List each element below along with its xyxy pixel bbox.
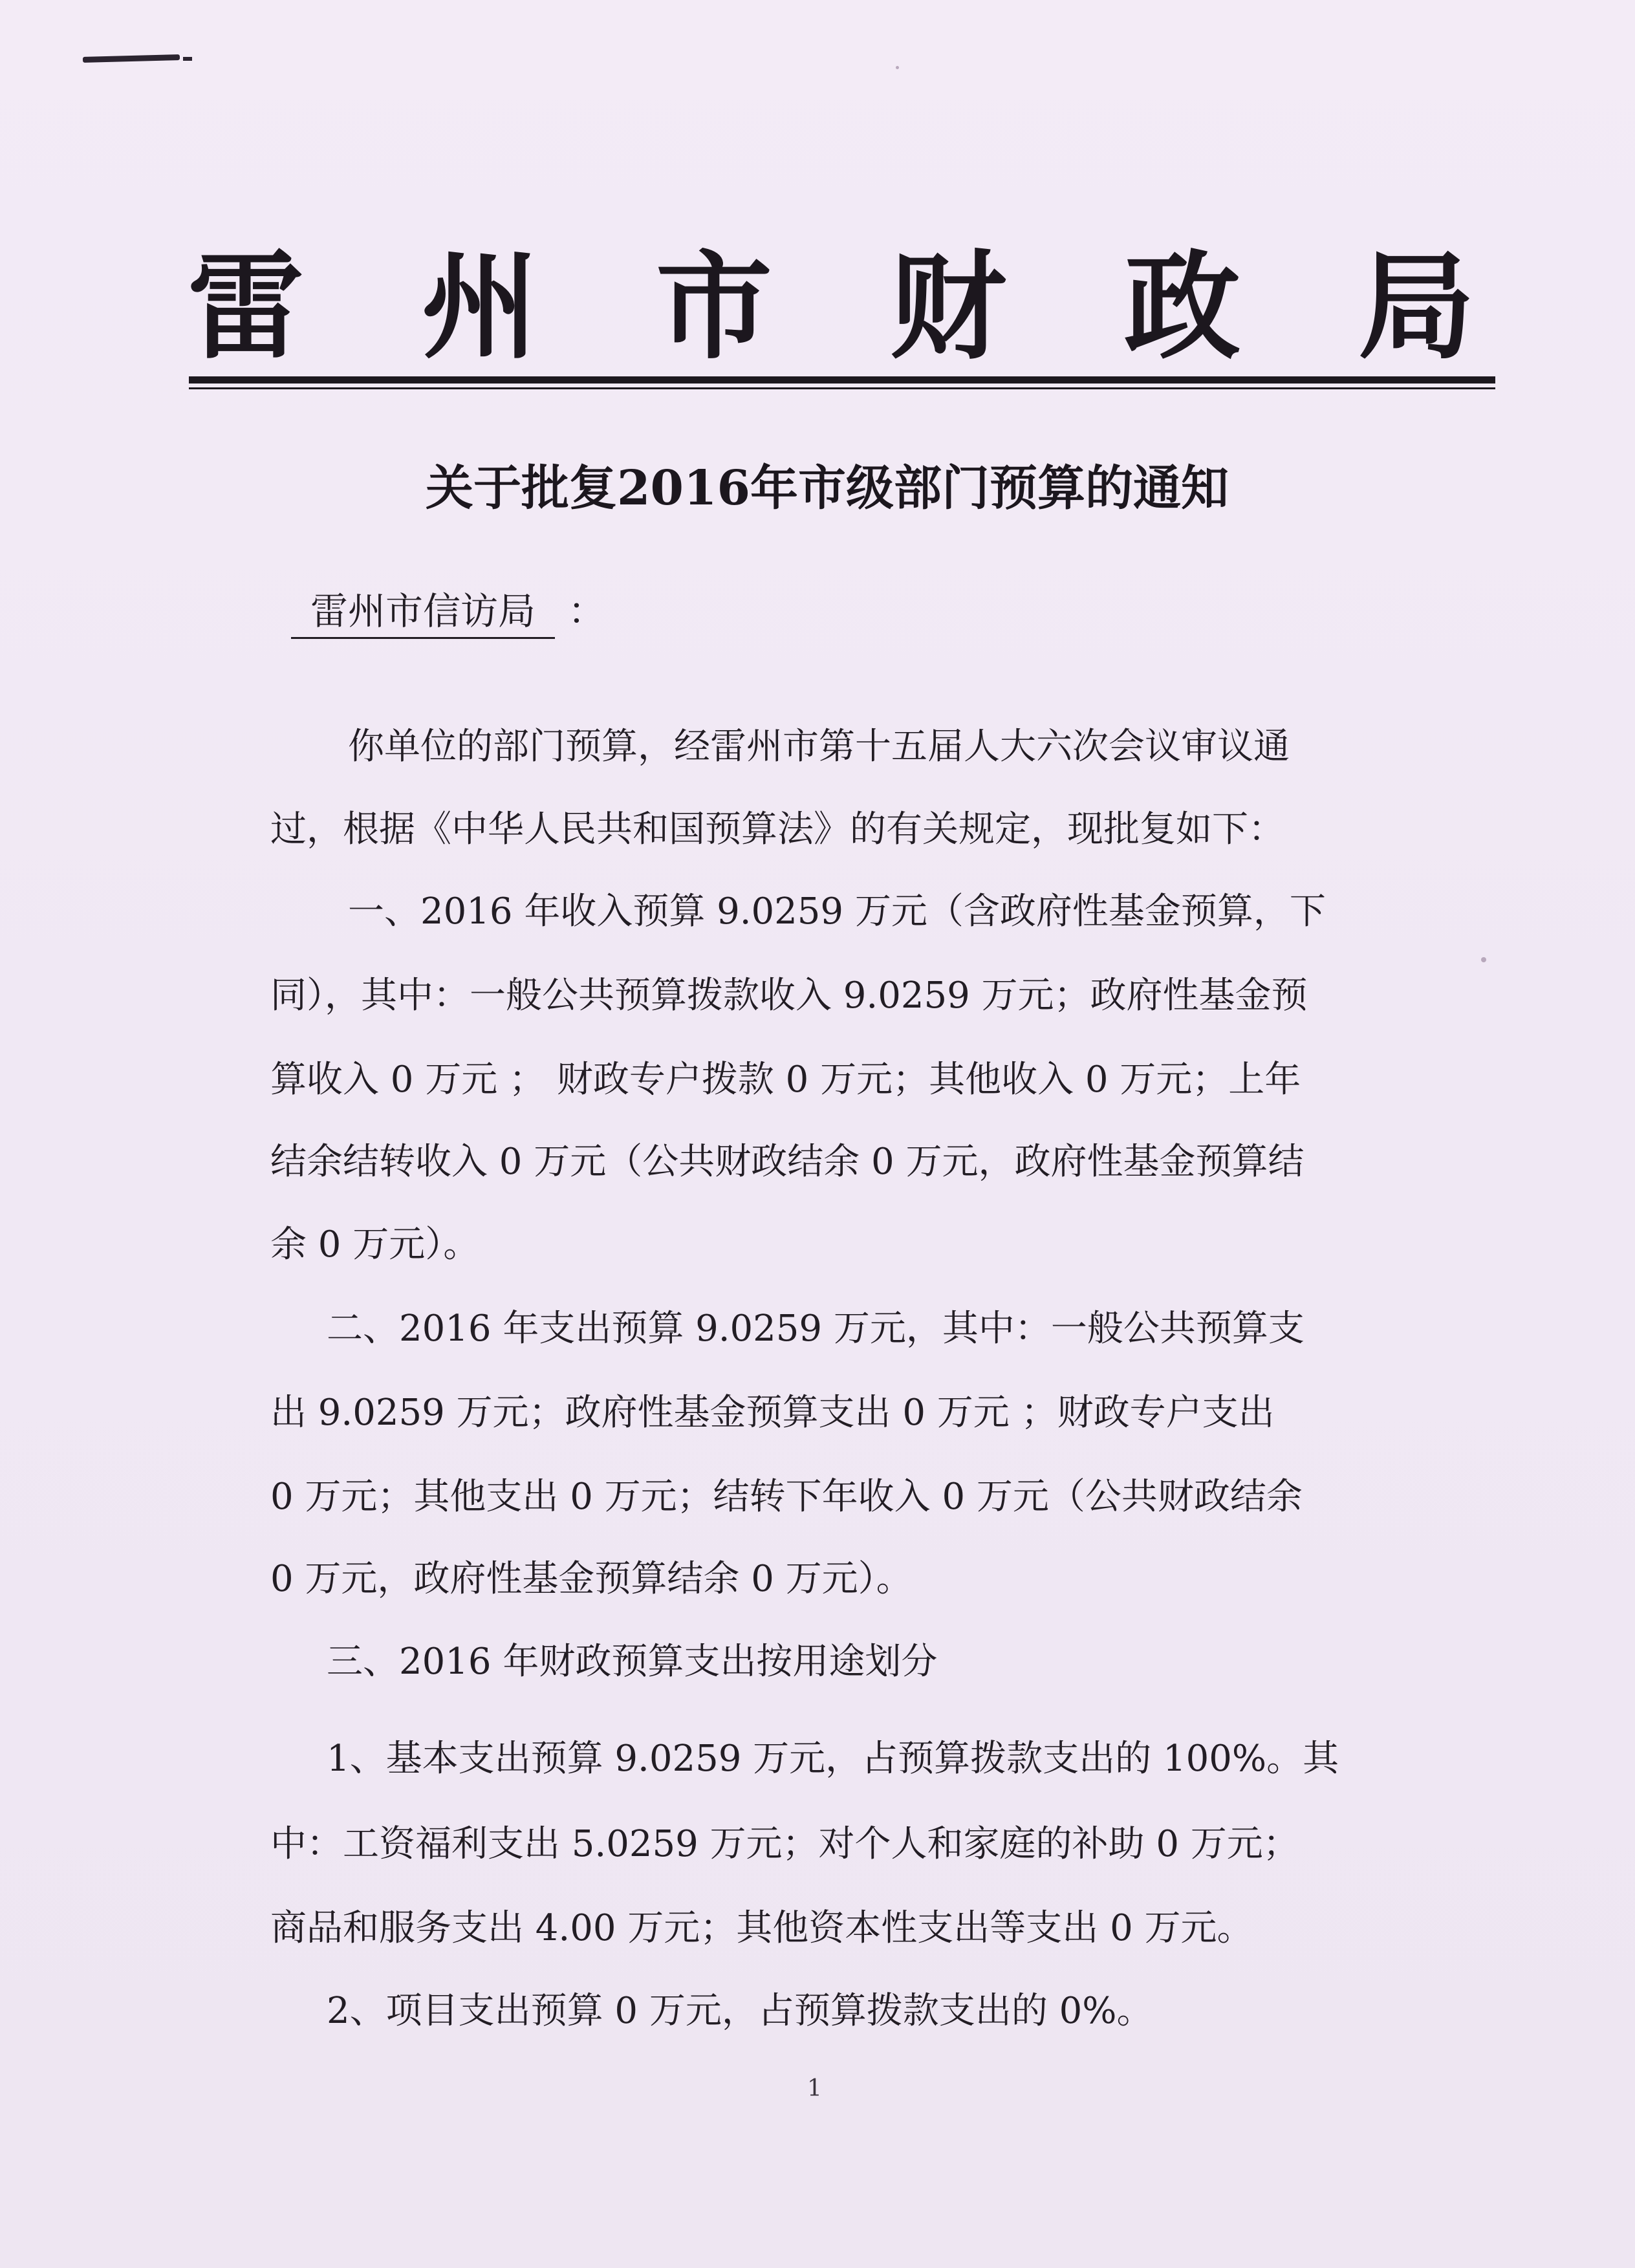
letterhead <box>188 233 1475 382</box>
letterhead-char: 州 <box>421 239 538 375</box>
letterhead-char: 财 <box>889 239 1006 375</box>
body-line: 出 9.0259 万元；政府性基金预算支出 0 万元 ；财政专户支出 <box>270 1392 1275 1434</box>
body-line: 三、2016 年财政预算支出按用途划分 <box>327 1641 938 1683</box>
body-line: 二、2016 年支出预算 9.0259 万元，其中：一般公共预算支 <box>327 1308 1305 1350</box>
letterhead-char: 政 <box>1123 239 1240 375</box>
body-line: 0 万元；其他支出 0 万元；结转下年收入 0 万元（公共财政结余 <box>270 1476 1303 1518</box>
body-line: 1、基本支出预算 9.0259 万元，占预算拨款支出的 100%。其 <box>327 1738 1339 1780</box>
body-line: 余 0 万元）。 <box>270 1224 480 1266</box>
body-line: 0 万元，政府性基金预算结余 0 万元）。 <box>270 1558 913 1600</box>
scan-artifact-mark <box>183 57 192 61</box>
letterhead-rule-thick <box>189 376 1495 383</box>
scan-artifact-mark <box>83 54 180 63</box>
scan-speck <box>896 66 899 69</box>
recipient-name: 雷州市信访局 <box>291 585 555 639</box>
document-title: 关于批复2016年市级部门预算的通知 <box>426 460 1229 516</box>
body-line: 中：工资福利支出 5.0259 万元；对个人和家庭的补助 0 万元； <box>270 1823 1299 1865</box>
body-line: 一、2016 年收入预算 9.0259 万元（含政府性基金预算，下 <box>348 891 1326 933</box>
body-line: 2、项目支出预算 0 万元，占预算拨款支出的 0%。 <box>327 1990 1153 2032</box>
letterhead-char: 市 <box>655 239 772 375</box>
letterhead-char: 局 <box>1358 239 1475 375</box>
body-line: 结余结转收入 0 万元（公共财政结余 0 万元，政府性基金预算结 <box>270 1141 1305 1183</box>
body-line: 商品和服务支出 4.00 万元；其他资本性支出等支出 0 万元。 <box>270 1907 1253 1949</box>
scan-speck <box>1481 957 1486 962</box>
body-line: 你单位的部门预算，经雷州市第十五届人大六次会议审议通 <box>348 726 1290 768</box>
letterhead-char: 雷 <box>188 239 305 375</box>
letterhead-rule-thin <box>189 387 1495 389</box>
recipient-colon: ： <box>568 589 606 633</box>
body-line: 过，根据《中华人民共和国预算法》的有关规定，现批复如下： <box>270 808 1284 850</box>
body-line: 算收入 0 万元 ； 财政专户拨款 0 万元；其他收入 0 万元；上年 <box>270 1059 1301 1101</box>
body-line: 同），其中：一般公共预算拨款收入 9.0259 万元；政府性基金预 <box>270 975 1308 1017</box>
page-number: 1 <box>807 2075 822 2102</box>
recipient-line <box>291 585 605 639</box>
